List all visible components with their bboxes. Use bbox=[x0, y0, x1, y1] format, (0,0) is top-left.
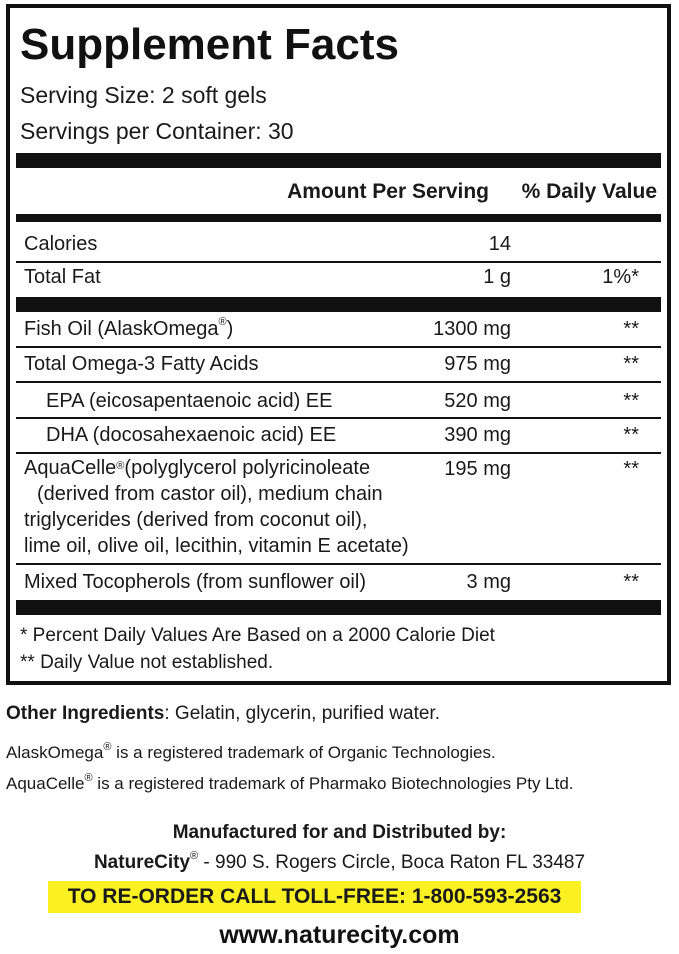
nutrient-daily-value: 1%* bbox=[602, 266, 639, 288]
ingredient-amount: 520 mg bbox=[444, 390, 511, 412]
nutrient-name: Total Fat bbox=[24, 266, 101, 288]
manufacturer-address: NatureCity® - 990 S. Rogers Circle, Boca Raton FL 33487 bbox=[93, 850, 586, 873]
thick-divider bbox=[16, 297, 661, 312]
row-divider bbox=[16, 261, 661, 263]
ingredient-name: AquaCelle®(polyglycerol polyricinoleate (derived from castor oil), medium chain triglycerides (derived from coconut oil), lime oil, olive oil, lecithin, vitamin E acetate) bbox=[24, 457, 409, 557]
ingredient-amount: 1300 mg bbox=[433, 318, 511, 340]
reorder-phone-highlight: TO RE-ORDER CALL TOLL-FREE: 1-800-593-2563 bbox=[48, 881, 581, 913]
row-divider bbox=[16, 452, 661, 454]
trademark-aquacelle: AquaCelle® is a registered trademark of Pharmako Biotechnologies Pty Ltd. bbox=[6, 772, 574, 793]
serving-size: Serving Size: 2 soft gels bbox=[20, 82, 267, 108]
amount-per-serving-header: Amount Per Serving bbox=[287, 180, 489, 203]
servings-per-container: Servings per Container: 30 bbox=[20, 118, 294, 144]
ingredient-name: DHA (docosahexaenoic acid) EE bbox=[46, 424, 337, 446]
other-ingredients: Other Ingredients: Gelatin, glycerin, purified water. bbox=[6, 703, 440, 724]
ingredient-daily-value: ** bbox=[623, 571, 639, 593]
thick-divider bbox=[16, 153, 661, 168]
ingredient-name: Total Omega-3 Fatty Acids bbox=[24, 353, 259, 375]
ingredient-daily-value: ** bbox=[623, 424, 639, 446]
nutrient-name: Calories bbox=[24, 233, 98, 255]
ingredient-name: Mixed Tocopherols (from sunflower oil) bbox=[24, 571, 366, 593]
trademark-alaskomega: AlaskOmega® is a registered trademark of Organic Technologies. bbox=[6, 741, 496, 762]
medium-divider bbox=[16, 214, 661, 222]
ingredient-amount: 390 mg bbox=[444, 424, 511, 446]
ingredient-amount: 975 mg bbox=[444, 353, 511, 375]
manufacturer-heading: Manufactured for and Distributed by: bbox=[172, 822, 507, 843]
ingredient-daily-value: ** bbox=[623, 353, 639, 375]
ingredient-daily-value: ** bbox=[623, 390, 639, 412]
ingredient-daily-value: ** bbox=[623, 458, 639, 480]
ingredient-amount: 3 mg bbox=[466, 571, 511, 593]
website-link[interactable]: www.naturecity.com bbox=[219, 921, 460, 949]
footnote-daily-values: * Percent Daily Values Are Based on a 2000 Calorie Diet bbox=[20, 625, 495, 646]
daily-value-header: % Daily Value bbox=[521, 180, 657, 203]
row-divider bbox=[16, 417, 661, 419]
supplement-facts-panel bbox=[6, 4, 671, 685]
panel-title: Supplement Facts bbox=[20, 20, 399, 69]
ingredient-name: EPA (eicosapentaenoic acid) EE bbox=[46, 390, 333, 412]
ingredient-name: Fish Oil (AlaskOmega®) bbox=[24, 316, 234, 340]
row-divider bbox=[16, 563, 661, 565]
row-divider bbox=[16, 381, 661, 383]
ingredient-daily-value: ** bbox=[623, 318, 639, 340]
footnote-not-established: ** Daily Value not established. bbox=[20, 652, 274, 673]
nutrient-amount: 1 g bbox=[483, 266, 511, 288]
nutrient-amount: 14 bbox=[488, 233, 511, 255]
thick-divider bbox=[16, 600, 661, 615]
ingredient-amount: 195 mg bbox=[444, 458, 511, 480]
row-divider bbox=[16, 346, 661, 348]
